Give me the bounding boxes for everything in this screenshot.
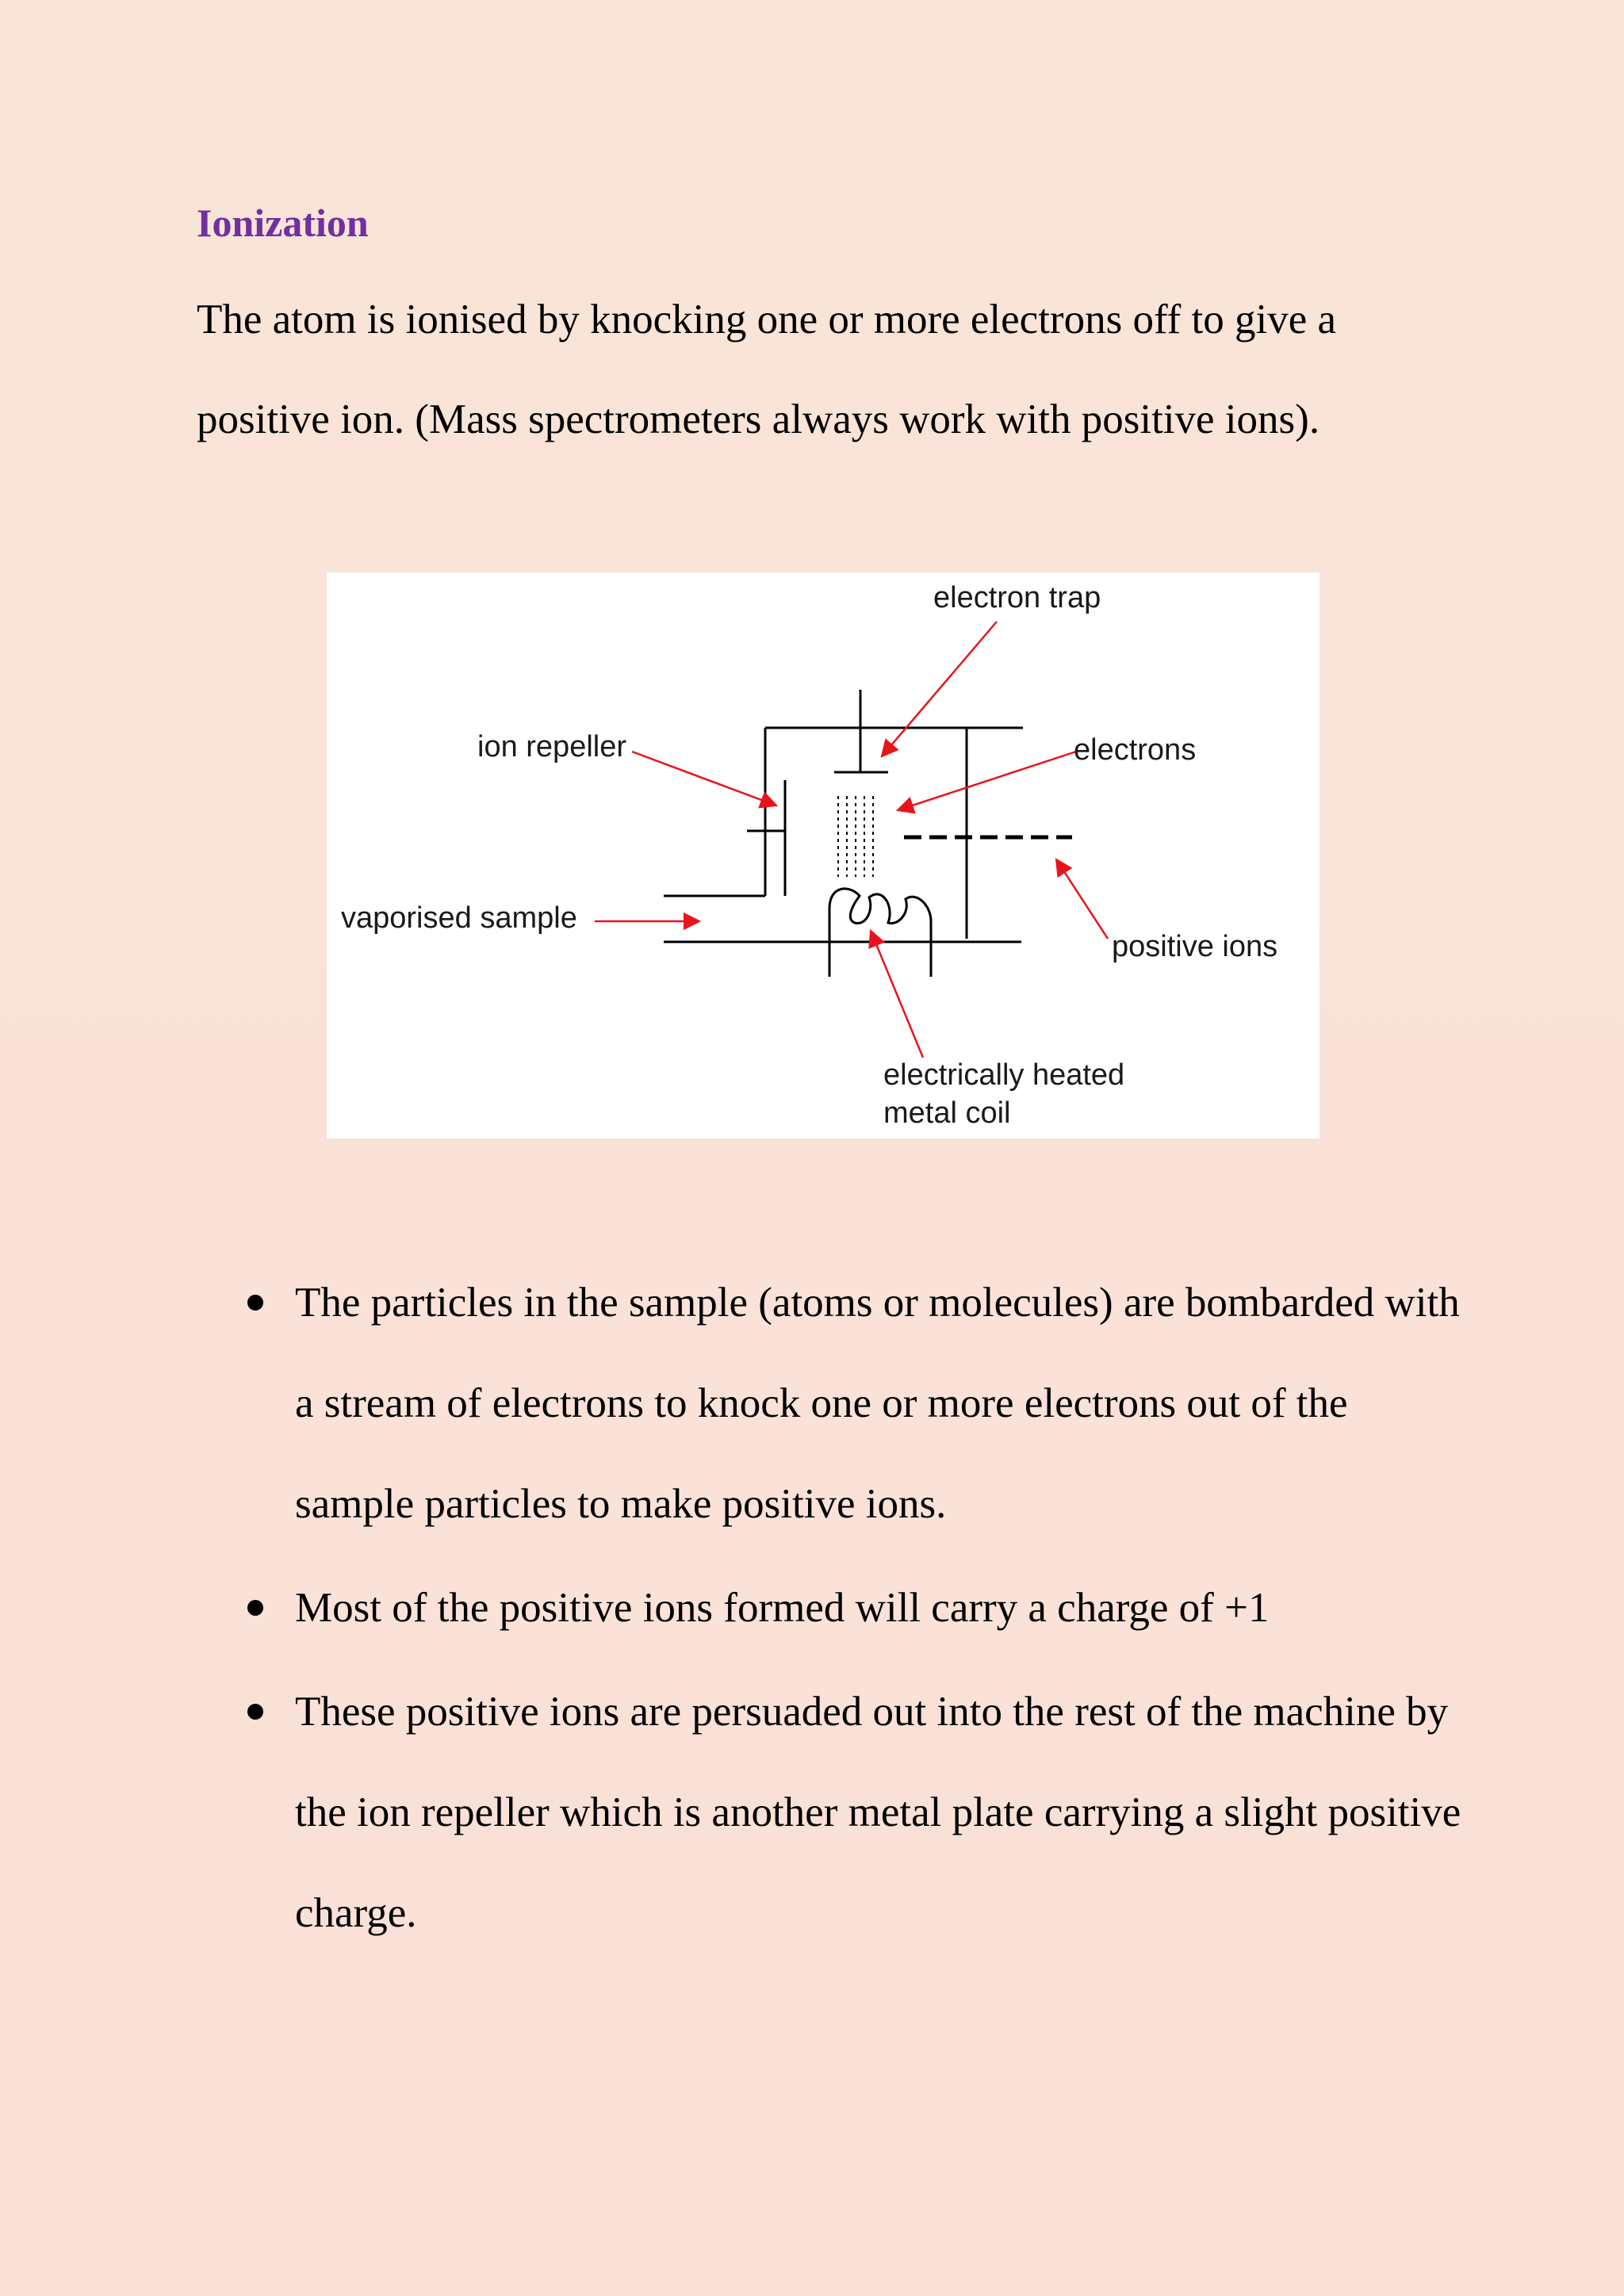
label-ion-repeller: ion repeller (477, 730, 626, 763)
bullet-line: a stream of electrons to knock one or more electrons out of the (295, 1380, 1348, 1426)
chamber-outline (664, 728, 1023, 942)
arrow-heated-coil (871, 931, 923, 1058)
ionization-chamber-diagram (327, 572, 1320, 1138)
label-coil-line2: metal coil (883, 1096, 1011, 1130)
intro-paragraph (197, 270, 1529, 469)
diagram-svg (327, 572, 1320, 1138)
bullet-line: charge. (295, 1890, 417, 1936)
arrow-positive-ions (1056, 859, 1108, 939)
list-item (0, 1558, 1595, 1659)
arrow-electron-trap (882, 622, 997, 756)
section-heading: Ionization (197, 201, 369, 245)
intro-line: The atom is ionised by knocking one or more electrons off to give a (197, 297, 1337, 342)
label-coil-line1: electrically heated (883, 1058, 1125, 1092)
bullet-dot-icon (247, 1600, 263, 1616)
bullet-line: These positive ions are persuaded out into the rest of the machine by (295, 1689, 1449, 1735)
electron-trap-plate (834, 690, 888, 772)
list-item (0, 1253, 1595, 1555)
arrow-ion-repeller (632, 752, 776, 806)
list-item (0, 1662, 1595, 1964)
bullet-dot-icon (247, 1295, 263, 1311)
heated-metal-coil (829, 889, 931, 977)
annotation-arrows (595, 622, 1108, 1058)
bullet-line: sample particles to make positive ions. (295, 1481, 947, 1527)
label-electron-trap: electron trap (933, 581, 1101, 614)
intro-line: positive ion. (Mass spectrometers always work with positive ions). (197, 396, 1320, 442)
bullet-line: the ion repeller which is another metal plate carrying a slight positive (295, 1789, 1461, 1835)
arrow-electrons (898, 752, 1076, 810)
bullet-list (0, 1253, 1624, 1967)
bullet-dot-icon (247, 1704, 263, 1720)
electron-stream (838, 796, 873, 877)
bullet-line: The particles in the sample (atoms or molecules) are bombarded with (295, 1280, 1460, 1326)
label-positive-ions: positive ions (1112, 930, 1278, 963)
label-electrons: electrons (1074, 733, 1197, 767)
label-vaporised-sample: vaporised sample (341, 901, 577, 935)
bullet-line: Most of the positive ions formed will carry a charge of +1 (295, 1585, 1270, 1631)
